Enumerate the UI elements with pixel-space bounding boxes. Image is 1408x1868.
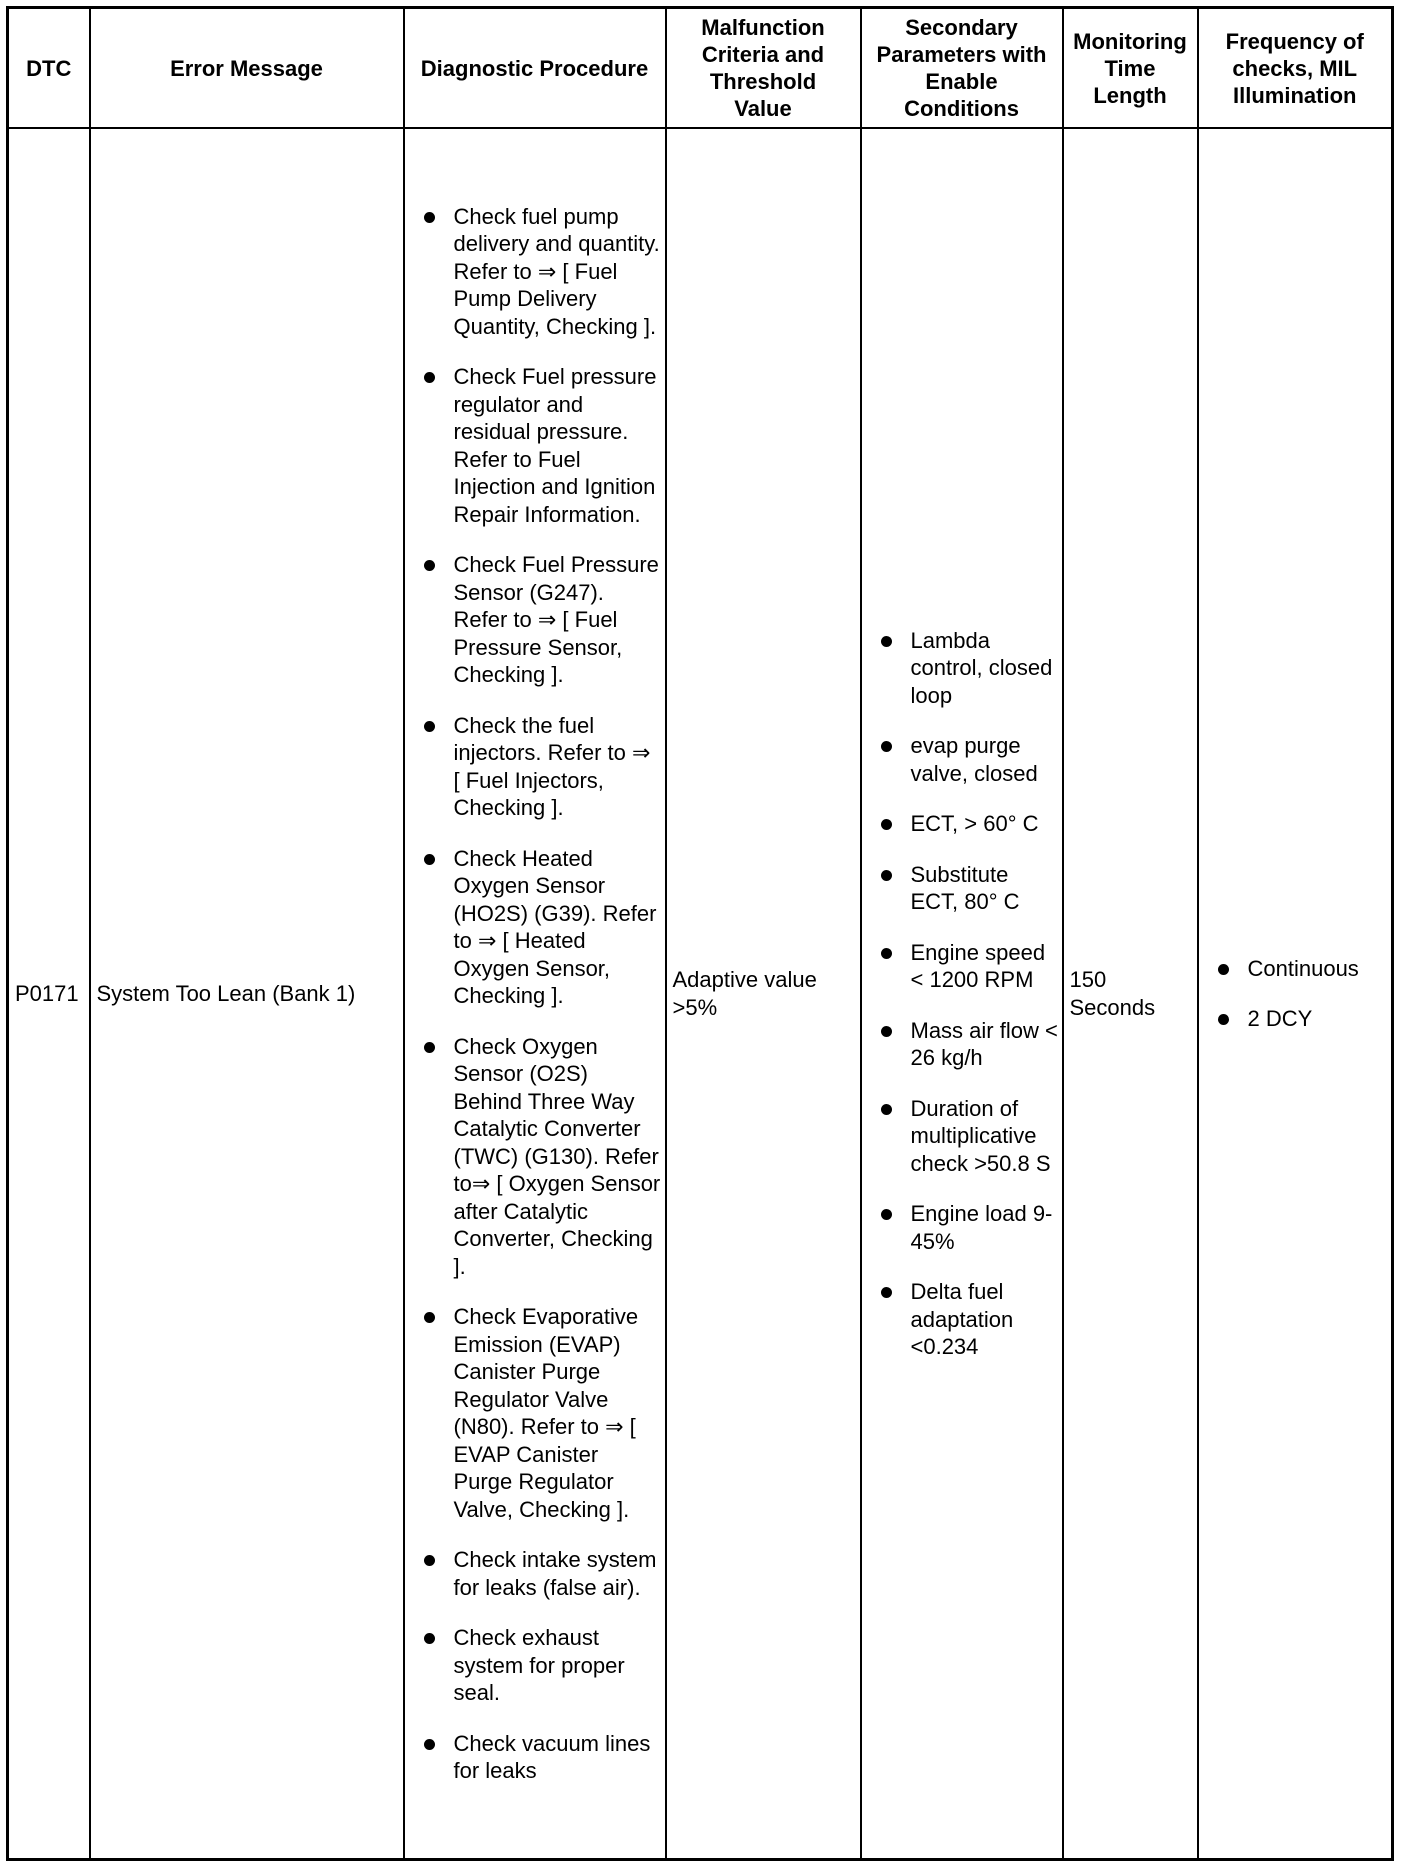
secondary-parameters-list bbox=[911, 627, 1060, 1361]
list-item: Check the fuel injectors. Refer to ⇒ [ Fuel Injectors, Checking ]. bbox=[454, 712, 661, 822]
bullet-icon bbox=[881, 1287, 892, 1298]
bullet-icon bbox=[881, 819, 892, 830]
bullet-icon bbox=[424, 1633, 435, 1644]
secondary-parameters-cell bbox=[861, 128, 1063, 1860]
frequency-cell bbox=[1198, 128, 1393, 1860]
dtc-table bbox=[6, 6, 1394, 1861]
monitoring-time: 150 Seconds bbox=[1063, 128, 1198, 1860]
dtc-code: P0171 bbox=[8, 128, 90, 1860]
header-dtc: DTC bbox=[8, 8, 90, 129]
header-secondary-parameters: Secondary Parameters with Enable Conditions bbox=[861, 8, 1063, 129]
bullet-icon bbox=[1218, 1014, 1229, 1025]
header-frequency: Frequency of checks, MIL Illumination bbox=[1198, 8, 1393, 129]
list-item: Substitute ECT, 80° C bbox=[911, 861, 1060, 916]
list-item: Continuous bbox=[1248, 955, 1392, 983]
diagnostic-procedure-cell bbox=[404, 128, 666, 1860]
table-row bbox=[8, 128, 1393, 1860]
list-item: ECT, > 60° C bbox=[911, 810, 1060, 838]
header-malfunction-criteria: Malfunction Criteria and Threshold Value bbox=[666, 8, 861, 129]
list-item: Delta fuel adaptation <0.234 bbox=[911, 1278, 1060, 1361]
bullet-icon bbox=[424, 1312, 435, 1323]
header-row bbox=[8, 8, 1393, 129]
list-item: Check intake system for leaks (false air). bbox=[454, 1546, 661, 1601]
list-item: Check Oxygen Sensor (O2S) Behind Three Way Catalytic Converter (TWC) (G130). Refer to⇒ [ Oxygen Sensor after Catalytic Converter, Checking ]. bbox=[454, 1033, 661, 1281]
list-item: Engine speed < 1200 RPM bbox=[911, 939, 1060, 994]
bullet-icon bbox=[424, 721, 435, 732]
list-item: Engine load 9-45% bbox=[911, 1200, 1060, 1255]
bullet-icon bbox=[424, 1739, 435, 1750]
list-item: Lambda control, closed loop bbox=[911, 627, 1060, 710]
list-item: Check fuel pump delivery and quantity. Refer to ⇒ [ Fuel Pump Delivery Quantity, Checking ]. bbox=[454, 203, 661, 341]
bullet-icon bbox=[1218, 964, 1229, 975]
list-item: evap purge valve, closed bbox=[911, 732, 1060, 787]
list-item: Duration of multiplicative check >50.8 S bbox=[911, 1095, 1060, 1178]
list-item: Mass air flow < 26 kg/h bbox=[911, 1017, 1060, 1072]
list-item: 2 DCY bbox=[1248, 1005, 1392, 1033]
list-item: Check vacuum lines for leaks bbox=[454, 1730, 661, 1785]
bullet-icon bbox=[881, 948, 892, 959]
bullet-icon bbox=[881, 870, 892, 881]
bullet-icon bbox=[881, 636, 892, 647]
bullet-icon bbox=[424, 1555, 435, 1566]
list-item: Check Fuel pressure regulator and residual pressure. Refer to Fuel Injection and Ignition Repair Information. bbox=[454, 363, 661, 528]
bullet-icon bbox=[424, 212, 435, 223]
list-item: Check Fuel Pressure Sensor (G247). Refer to ⇒ [ Fuel Pressure Sensor, Checking ]. bbox=[454, 551, 661, 689]
bullet-icon bbox=[881, 741, 892, 752]
list-item: Check Heated Oxygen Sensor (HO2S) (G39). Refer to ⇒ [ Heated Oxygen Sensor, Checking ]. bbox=[454, 845, 661, 1010]
list-item: Check Evaporative Emission (EVAP) Canister Purge Regulator Valve (N80). Refer to ⇒ [ EVAP Canister Purge Regulator Valve, Checking ]. bbox=[454, 1303, 661, 1523]
bullet-icon bbox=[881, 1209, 892, 1220]
bullet-icon bbox=[881, 1026, 892, 1037]
bullet-icon bbox=[424, 372, 435, 383]
header-monitoring-time: Monitoring Time Length bbox=[1063, 8, 1198, 129]
bullet-icon bbox=[424, 854, 435, 865]
bullet-icon bbox=[424, 1042, 435, 1053]
bullet-icon bbox=[424, 560, 435, 571]
frequency-list bbox=[1248, 955, 1392, 1033]
error-message: System Too Lean (Bank 1) bbox=[90, 128, 404, 1860]
header-diagnostic-procedure: Diagnostic Procedure bbox=[404, 8, 666, 129]
bullet-icon bbox=[881, 1104, 892, 1115]
diagnostic-procedure-list bbox=[454, 203, 661, 1785]
list-item: Check exhaust system for proper seal. bbox=[454, 1624, 661, 1707]
header-error-message: Error Message bbox=[90, 8, 404, 129]
malfunction-criteria: Adaptive value >5% bbox=[666, 128, 861, 1860]
